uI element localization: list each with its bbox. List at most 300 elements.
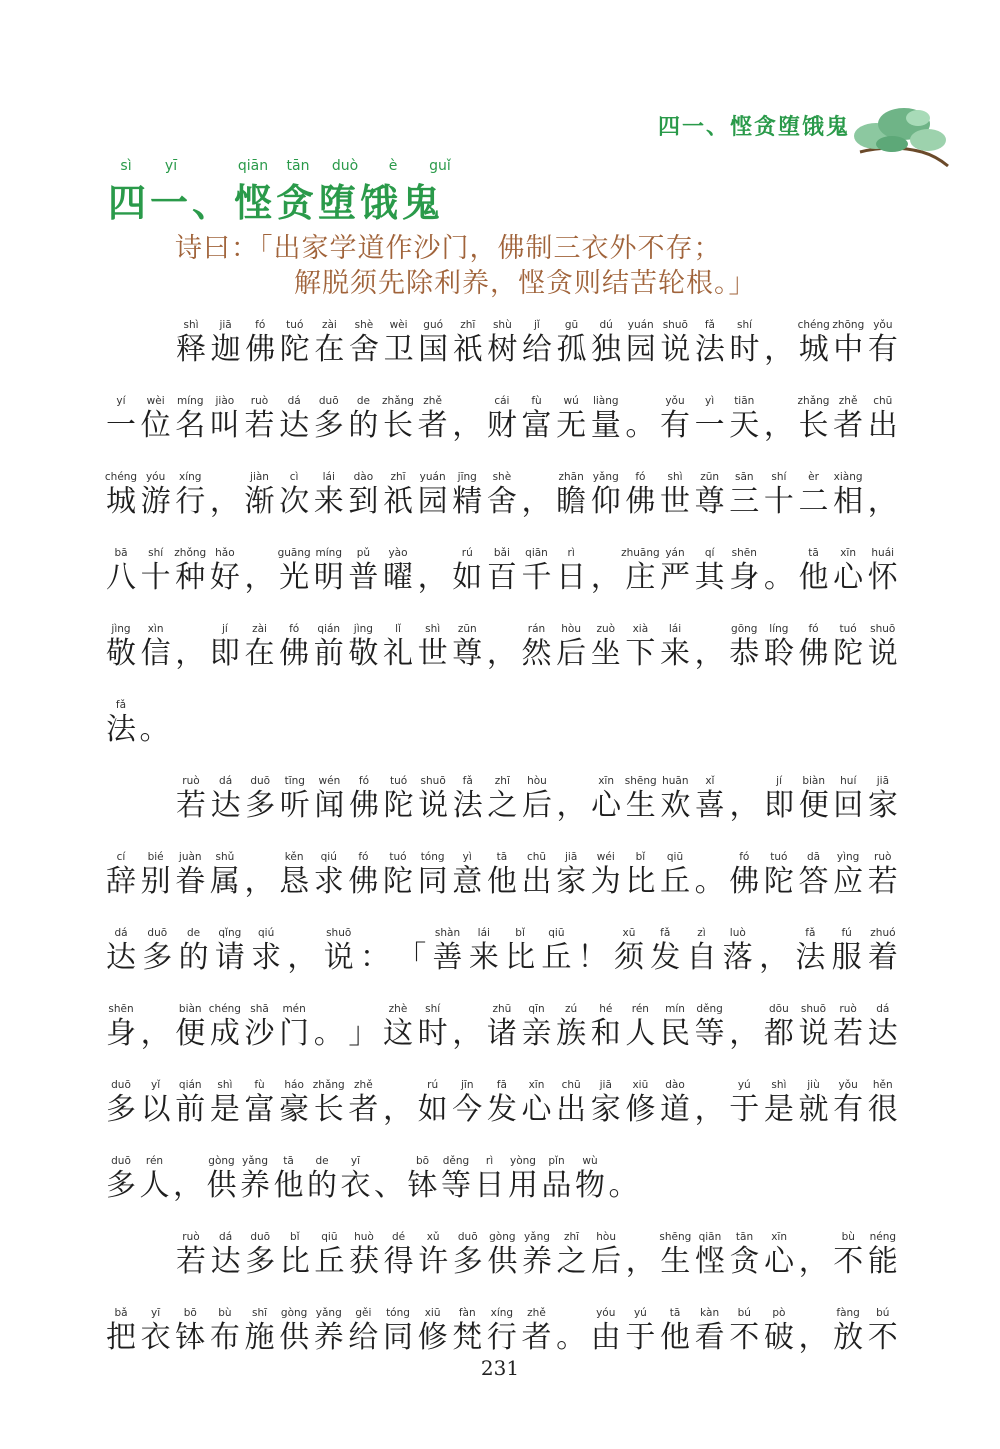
pinyin: gōng: [731, 623, 758, 635]
hanzi: 不: [833, 1244, 864, 1279]
pinyin: cí: [116, 851, 126, 863]
hanzi: ，: [452, 1016, 483, 1051]
text-line: [176, 318, 898, 368]
pinyin: jìng: [353, 623, 373, 635]
pinyin: chū: [873, 395, 893, 407]
hanzi-with-pinyin: [764, 318, 794, 368]
pinyin: qǐng: [218, 927, 242, 939]
hanzi: 达: [106, 940, 136, 975]
hanzi: 然: [521, 636, 552, 671]
hanzi: 。: [625, 408, 656, 443]
hanzi-with-pinyin: [487, 1230, 517, 1280]
hanzi: 祇: [383, 484, 413, 519]
hanzi: 多: [313, 408, 344, 443]
hanzi-with-pinyin: [487, 622, 517, 672]
hanzi-with-pinyin: [833, 774, 863, 824]
text-line: [106, 470, 898, 520]
hanzi-with-pinyin: [348, 1306, 378, 1356]
pinyin: xíng: [490, 1307, 514, 1319]
hanzi-with-pinyin: [210, 1002, 240, 1052]
hanzi: 都: [763, 1016, 794, 1051]
hanzi: 敬: [348, 636, 379, 671]
pinyin: bú: [876, 1307, 890, 1319]
hanzi: 达: [210, 1244, 241, 1279]
hanzi: 请: [214, 940, 245, 975]
hanzi-with-pinyin: [106, 698, 136, 748]
pinyin: xǐ: [705, 775, 715, 787]
hanzi-with-pinyin: [591, 622, 621, 672]
hanzi-with-pinyin: [408, 1154, 438, 1204]
pinyin: rì: [567, 547, 575, 559]
hanzi: 供: [206, 1168, 237, 1203]
pinyin: wú: [563, 395, 579, 407]
hanzi: 。: [608, 1168, 639, 1203]
pinyin: shì: [667, 471, 683, 483]
hanzi-with-pinyin: [141, 1078, 171, 1128]
pinyin: fó: [739, 851, 750, 863]
hanzi-with-pinyin: [287, 926, 317, 976]
pinyin: yú: [737, 1079, 751, 1091]
hanzi: 说: [418, 788, 449, 823]
pinyin: dá: [219, 775, 233, 787]
text-line: [176, 774, 898, 824]
hanzi-with-pinyin: [833, 1306, 863, 1356]
hanzi-with-pinyin: [383, 470, 413, 520]
hanzi-with-pinyin: [279, 622, 309, 672]
hanzi-with-pinyin: [175, 1078, 205, 1128]
hanzi: 若: [176, 1244, 206, 1279]
pinyin: qiān: [525, 547, 548, 559]
hanzi: 、: [374, 1168, 404, 1203]
hanzi-with-pinyin: [729, 622, 759, 672]
pinyin: jǐ: [534, 319, 540, 331]
pinyin: dào: [665, 1079, 685, 1091]
pinyin: qiú: [320, 851, 337, 863]
pinyin: rú: [427, 1079, 439, 1091]
pinyin: jiā: [219, 319, 232, 331]
hanzi-with-pinyin: [383, 622, 413, 672]
pinyin: zhuó: [870, 927, 896, 939]
hanzi: 天: [729, 408, 760, 443]
hanzi: 供: [279, 1320, 310, 1355]
hanzi-with-pinyin: [557, 774, 587, 824]
hanzi-with-pinyin: [245, 1078, 275, 1128]
pinyin: huò: [354, 1231, 374, 1243]
hanzi-with-pinyin: [348, 1078, 378, 1128]
hanzi-with-pinyin: [383, 1078, 413, 1128]
hanzi: 「: [396, 940, 427, 975]
pinyin: děng: [442, 1155, 470, 1167]
pinyin: yóu: [145, 471, 166, 483]
pinyin: qiū: [548, 927, 565, 939]
hanzi: 为: [590, 864, 621, 899]
hanzi-with-pinyin: [729, 1078, 759, 1128]
pinyin: shēn: [731, 547, 757, 559]
hanzi-with-pinyin: [245, 1306, 275, 1356]
pinyin: fú: [841, 927, 852, 939]
hanzi: 丘: [541, 940, 572, 975]
pinyin: jìng: [111, 623, 131, 635]
hanzi-with-pinyin: [833, 850, 863, 900]
hanzi: 到: [348, 484, 379, 519]
pinyin: ruò: [182, 1231, 200, 1243]
hanzi: 破: [763, 1320, 794, 1355]
hanzi-with-pinyin: [487, 546, 517, 596]
hanzi-with-pinyin: [141, 546, 171, 596]
hanzi-with-pinyin: [314, 850, 344, 900]
pinyin: xiū: [424, 1307, 441, 1319]
pinyin: shuō: [870, 623, 896, 635]
hanzi-with-pinyin: [660, 850, 690, 900]
hanzi-with-pinyin: [140, 1154, 170, 1204]
hanzi: ，: [798, 1320, 829, 1355]
text-line: [106, 1002, 898, 1052]
hanzi-with-pinyin: [591, 318, 621, 368]
hanzi-with-pinyin: [591, 774, 621, 824]
hanzi: 」: [348, 1016, 379, 1051]
hanzi-with-pinyin: [383, 394, 413, 444]
hanzi-with-pinyin: [591, 1306, 621, 1356]
hanzi-with-pinyin: [764, 1230, 794, 1280]
hanzi-with-pinyin: [833, 546, 863, 596]
hanzi-with-pinyin: [418, 1002, 448, 1052]
hanzi: 位: [140, 408, 171, 443]
hanzi: 种: [175, 560, 206, 595]
hanzi-with-pinyin: [660, 318, 690, 368]
hanzi-with-pinyin: [621, 546, 660, 596]
hanzi: 生: [660, 1244, 691, 1279]
hanzi: 生: [625, 788, 656, 823]
hanzi: 多: [106, 1092, 136, 1127]
hanzi-with-pinyin: [274, 1154, 304, 1204]
hanzi-with-pinyin: [591, 1078, 621, 1128]
pinyin: rán: [527, 623, 546, 635]
pinyin: dú: [599, 319, 613, 331]
hanzi: 有: [660, 408, 690, 443]
hanzi: 道: [660, 1092, 690, 1127]
hanzi-with-pinyin: [591, 394, 621, 444]
hanzi-with-pinyin: [660, 1078, 690, 1128]
hanzi: 很: [867, 1092, 898, 1127]
hanzi: 精: [452, 484, 483, 519]
hanzi: 于: [625, 1320, 656, 1355]
hanzi: 者: [521, 1320, 552, 1355]
chapter-pinyin-syllable: yī: [164, 158, 178, 174]
pinyin: tuó: [770, 851, 788, 863]
hanzi-with-pinyin: [245, 394, 275, 444]
hanzi: ，: [140, 1016, 171, 1051]
hanzi: ，: [763, 408, 794, 443]
hanzi: 十: [763, 484, 794, 519]
hanzi-with-pinyin: [452, 1078, 482, 1128]
hanzi: 钵: [407, 1168, 438, 1203]
pinyin: jiù: [807, 1079, 820, 1091]
hanzi: 之: [487, 788, 518, 823]
pinyin: jiā: [564, 851, 578, 863]
hanzi: 不: [867, 1320, 898, 1355]
hanzi: 服: [831, 940, 862, 975]
hanzi: 若: [867, 864, 898, 899]
pinyin: háo: [284, 1079, 304, 1091]
pinyin: biàn: [178, 1003, 202, 1015]
hanzi: 普: [348, 560, 379, 595]
pinyin: hǎo: [215, 547, 235, 559]
hanzi-with-pinyin: [348, 470, 378, 520]
hanzi-with-pinyin: [141, 1002, 171, 1052]
pinyin: ruò: [839, 1003, 857, 1015]
hanzi-with-pinyin: [280, 774, 310, 824]
hanzi: 回: [833, 788, 864, 823]
hanzi-with-pinyin: [175, 470, 205, 520]
pinyin: xìn: [147, 623, 164, 635]
pinyin: zūn: [700, 471, 720, 483]
hanzi: 多: [106, 1168, 136, 1203]
hanzi-with-pinyin: [522, 1078, 552, 1128]
hanzi-with-pinyin: [360, 926, 390, 976]
hanzi: 下: [625, 636, 656, 671]
hanzi: 心: [833, 560, 864, 595]
hanzi: 若: [833, 1016, 864, 1051]
pinyin: yǎng: [592, 471, 619, 483]
hanzi: 明: [313, 560, 344, 595]
pinyin: luò: [729, 927, 746, 939]
hanzi: 供: [487, 1244, 518, 1279]
pinyin: yòng: [510, 1155, 536, 1167]
hanzi: 佛: [348, 864, 379, 899]
poem-line-2: 解脱须先除利养，悭贪则结苦轮根。」: [294, 268, 757, 299]
hanzi-with-pinyin: [799, 850, 829, 900]
hanzi-with-pinyin: [348, 850, 378, 900]
hanzi-with-pinyin: [868, 926, 898, 976]
pinyin: shǔ: [215, 851, 235, 863]
pinyin: bié: [147, 851, 164, 863]
hanzi: 千: [521, 560, 552, 595]
hanzi-with-pinyin: [522, 546, 552, 596]
hanzi: 即: [209, 636, 240, 671]
hanzi-with-pinyin: [730, 1230, 760, 1280]
pinyin: shēng: [659, 1231, 692, 1243]
hanzi-with-pinyin: [314, 1306, 344, 1356]
hanzi-with-pinyin: [418, 470, 448, 520]
hanzi: 同: [417, 864, 448, 899]
hanzi-with-pinyin: [625, 850, 655, 900]
hanzi-with-pinyin: [868, 546, 898, 596]
hanzi-with-pinyin: [348, 394, 378, 444]
hanzi: 人: [139, 1168, 170, 1203]
hanzi-with-pinyin: [418, 394, 448, 444]
hanzi-with-pinyin: [799, 394, 829, 444]
pinyin: èr: [808, 471, 819, 483]
chapter-pinyin-syllable: è: [388, 158, 398, 174]
pinyin: gòng: [489, 1231, 516, 1243]
hanzi: 看: [694, 1320, 725, 1355]
pinyin: duō: [250, 1231, 271, 1243]
hanzi: 出: [556, 1092, 587, 1127]
hanzi-with-pinyin: [729, 850, 759, 900]
hanzi: 许: [418, 1244, 449, 1279]
hanzi: 发: [486, 1092, 517, 1127]
pinyin: zhī: [563, 1231, 580, 1243]
hanzi: 说: [867, 636, 898, 671]
pinyin: shí: [736, 319, 753, 331]
hanzi: ，: [556, 788, 587, 823]
pinyin: shí: [148, 547, 164, 559]
hanzi: 光: [279, 560, 310, 595]
hanzi: 来: [313, 484, 344, 519]
pinyin: zhǒng: [174, 547, 207, 559]
hanzi-with-pinyin: [799, 1230, 829, 1280]
hanzi: ，: [764, 332, 795, 367]
pinyin: dá: [114, 927, 128, 939]
hanzi-with-pinyin: [729, 1306, 759, 1356]
hanzi-with-pinyin: [695, 774, 725, 824]
hanzi: 佛: [348, 788, 379, 823]
hanzi-with-pinyin: [210, 1078, 240, 1128]
hanzi: 多: [452, 1244, 483, 1279]
hanzi: 财: [486, 408, 517, 443]
pinyin: duō: [250, 775, 271, 787]
pinyin: qián: [317, 623, 341, 635]
pinyin: fǎ: [805, 927, 816, 939]
hanzi-with-pinyin: [383, 1306, 413, 1356]
hanzi-with-pinyin: [453, 774, 483, 824]
hanzi-with-pinyin: [556, 394, 586, 444]
hanzi-with-pinyin: [799, 318, 829, 368]
hanzi-with-pinyin: [106, 1306, 136, 1356]
hanzi: 一: [106, 408, 136, 443]
hanzi-with-pinyin: [418, 318, 448, 368]
pinyin: duō: [457, 1231, 478, 1243]
pinyin: líng: [769, 623, 789, 635]
text-line: [106, 622, 898, 672]
hanzi: 比: [625, 864, 656, 899]
hanzi: 敬: [106, 636, 136, 671]
hanzi-with-pinyin: [280, 1230, 310, 1280]
hanzi-with-pinyin: [764, 774, 794, 824]
hanzi-with-pinyin: [441, 1154, 471, 1204]
pinyin: qiū: [666, 851, 684, 863]
hanzi: 品: [541, 1168, 572, 1203]
hanzi: 丘: [314, 1244, 345, 1279]
hanzi-with-pinyin: [487, 1078, 517, 1128]
hanzi-with-pinyin: [556, 622, 586, 672]
hanzi: 是: [763, 1092, 794, 1127]
hanzi-with-pinyin: [799, 1002, 829, 1052]
pinyin: xiàng: [833, 471, 863, 483]
hanzi: 等: [694, 1016, 725, 1051]
hanzi-with-pinyin: [210, 470, 240, 520]
hanzi-with-pinyin: [240, 1154, 270, 1204]
hanzi: 发: [650, 940, 681, 975]
hanzi: 着: [867, 940, 898, 975]
hanzi: 礼: [383, 636, 413, 671]
pinyin: yuán: [419, 471, 446, 483]
pinyin: de: [187, 927, 201, 939]
hanzi-with-pinyin: [487, 850, 517, 900]
hanzi-with-pinyin: [245, 1002, 275, 1052]
hanzi-with-pinyin: [868, 1230, 898, 1280]
page-number: 231: [480, 1356, 520, 1380]
pinyin: zhè: [388, 1003, 408, 1015]
pinyin: fó: [358, 851, 369, 863]
hanzi-with-pinyin: [591, 850, 621, 900]
hanzi-with-pinyin: [799, 622, 829, 672]
hanzi-with-pinyin: [140, 698, 170, 748]
hanzi: 属: [209, 864, 240, 899]
hanzi: 同: [383, 1320, 413, 1355]
pinyin: yí: [116, 395, 126, 407]
pinyin: fó: [358, 775, 370, 787]
hanzi: 其: [694, 560, 725, 595]
pinyin: zài: [321, 319, 337, 331]
hanzi: 别: [140, 864, 171, 899]
pinyin: lǐ: [395, 623, 401, 635]
pinyin: duō: [111, 1079, 131, 1091]
pinyin: kàn: [700, 1307, 720, 1319]
hanzi: ，: [729, 788, 760, 823]
pinyin: guó: [423, 319, 444, 331]
hanzi: 由: [590, 1320, 621, 1355]
hanzi-with-pinyin: [660, 774, 690, 824]
hanzi: 富: [244, 1092, 275, 1127]
pinyin: duō: [318, 395, 339, 407]
hanzi: 多: [142, 940, 173, 975]
hanzi: 园: [625, 332, 656, 367]
hanzi: 放: [833, 1320, 864, 1355]
hanzi-with-pinyin: [314, 394, 344, 444]
hanzi: 民: [660, 1016, 690, 1051]
chapter-pinyin-syllable: duò: [331, 158, 359, 174]
hanzi-with-pinyin: [210, 622, 240, 672]
pinyin: wèi: [146, 395, 165, 407]
hanzi: 陀: [383, 788, 414, 823]
pinyin: hěn: [872, 1079, 893, 1091]
pinyin: mén: [282, 1003, 306, 1015]
hanzi-with-pinyin: [556, 1078, 586, 1128]
hanzi-with-pinyin: [556, 1306, 586, 1356]
pinyin: dào: [353, 471, 374, 483]
hanzi: 瞻: [556, 484, 587, 519]
hanzi: 如: [452, 560, 483, 595]
pinyin: jiào: [215, 395, 235, 407]
pinyin: gòng: [280, 1307, 308, 1319]
pinyin: jīng: [457, 471, 477, 483]
hanzi: 佛: [798, 636, 829, 671]
hanzi-with-pinyin: [505, 926, 535, 976]
pinyin: zhě: [354, 1079, 373, 1091]
pinyin: chéng: [104, 471, 138, 483]
pinyin: chū: [561, 1079, 581, 1091]
text-line: [106, 1154, 898, 1204]
hanzi: ，: [521, 484, 552, 519]
hanzi-with-pinyin: [245, 850, 275, 900]
hanzi-with-pinyin: [695, 546, 725, 596]
hanzi-with-pinyin: [141, 850, 171, 900]
hanzi-with-pinyin: [176, 1230, 206, 1280]
chapter-pinyin-syllable: qiān: [237, 158, 269, 174]
chapter-title: 四一、悭贪堕饿鬼: [108, 181, 445, 225]
hanzi: 多: [245, 788, 276, 823]
pinyin: tīng: [284, 775, 305, 787]
pinyin: wéi: [596, 851, 615, 863]
pinyin: xǔ: [426, 1231, 440, 1243]
hanzi: 给: [348, 1320, 379, 1355]
hanzi-with-pinyin: [475, 1154, 505, 1204]
hanzi-with-pinyin: [660, 1002, 690, 1052]
hanzi-with-pinyin: [245, 622, 275, 672]
hanzi: 答: [798, 864, 829, 899]
pinyin: zú: [565, 1003, 578, 1015]
